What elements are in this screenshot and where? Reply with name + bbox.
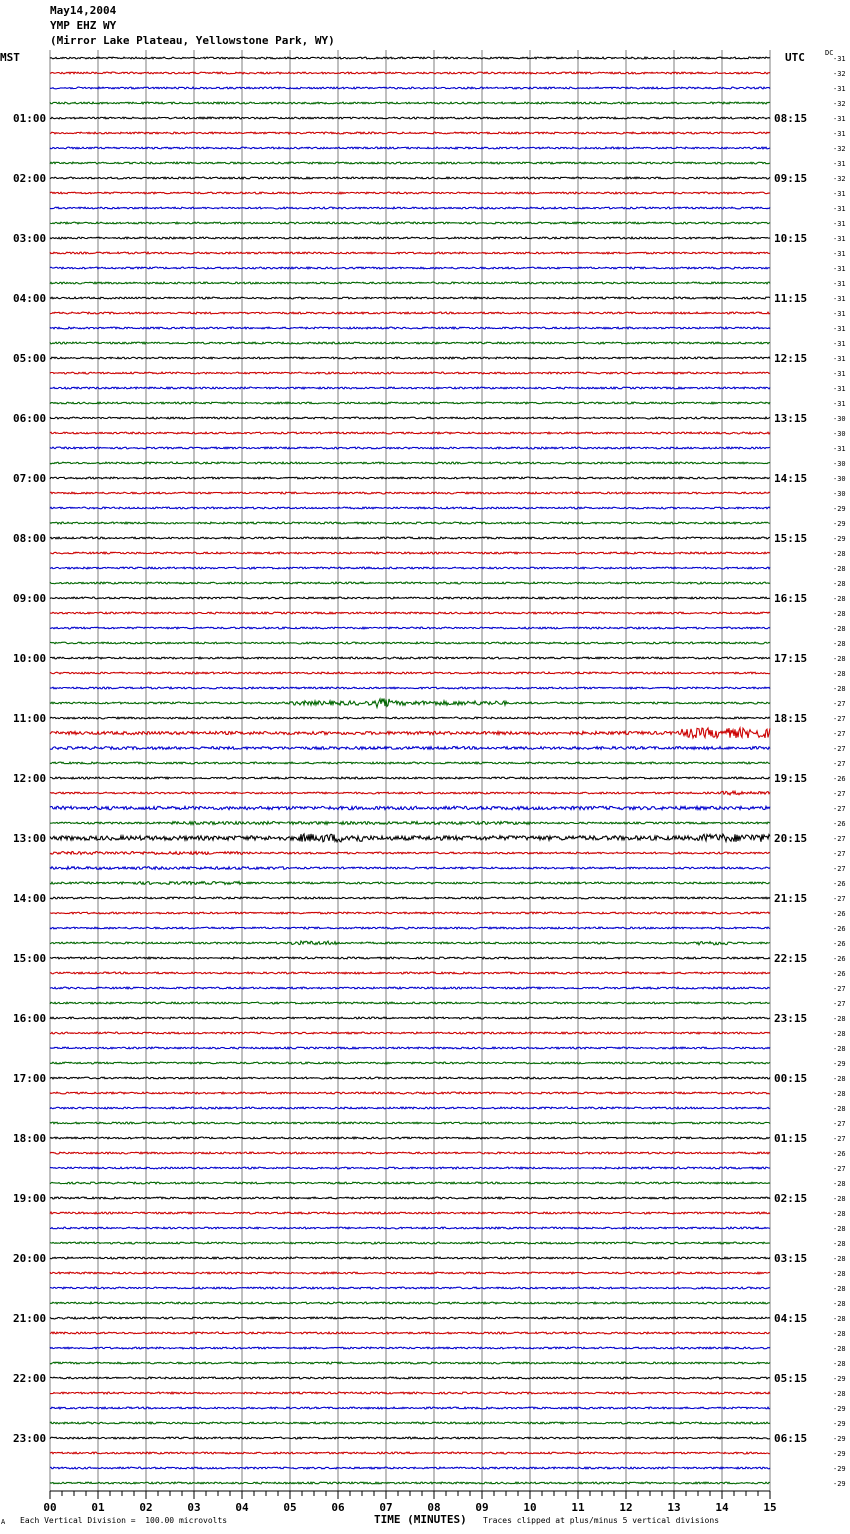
trace-0: [50, 57, 770, 59]
dc-offset-13: -31: [833, 250, 846, 258]
trace-46: [50, 747, 770, 750]
trace-82: [50, 1287, 770, 1289]
trace-9: [50, 192, 770, 194]
trace-1: [50, 72, 770, 74]
dc-offset-37: -28: [833, 610, 846, 618]
dc-offset-60: -26: [833, 955, 846, 963]
right-hour-label-4: 12:15: [774, 352, 808, 365]
left-hour-label-8: 09:00: [13, 592, 47, 605]
trace-72: [50, 1137, 770, 1139]
dc-offset-91: -29: [833, 1420, 846, 1428]
trace-33: [50, 552, 770, 554]
dc-offset-5: -31: [833, 130, 846, 138]
trace-25: [50, 432, 770, 434]
trace-6: [50, 147, 770, 149]
trace-50: [50, 806, 770, 809]
x-tick-label-13: 13: [667, 1501, 681, 1514]
trace-36: [50, 597, 770, 599]
dc-offset-2: -31: [833, 85, 846, 93]
trace-74: [50, 1167, 770, 1169]
x-tick-label-9: 09: [475, 1501, 489, 1514]
trace-39: [50, 642, 770, 644]
left-hour-label-22: 23:00: [13, 1432, 47, 1445]
left-hour-label-19: 20:00: [13, 1252, 47, 1265]
right-hour-label-10: 18:15: [774, 712, 808, 725]
x-tick-label-10: 10: [523, 1501, 537, 1514]
dc-offset-4: -31: [833, 115, 846, 123]
dc-offset-88: -29: [833, 1375, 846, 1383]
right-hour-label-18: 02:15: [774, 1192, 808, 1205]
trace-92: [50, 1437, 770, 1439]
trace-34: [50, 567, 770, 569]
trace-44: [50, 717, 770, 719]
right-hour-label-20: 04:15: [774, 1312, 808, 1325]
trace-42: [50, 687, 770, 689]
trace-62: [50, 987, 770, 989]
trace-48: [50, 777, 770, 779]
dc-offset-26: -31: [833, 445, 846, 453]
dc-offset-75: -28: [833, 1180, 846, 1188]
trace-45: [50, 728, 770, 738]
dc-offset-76: -28: [833, 1195, 846, 1203]
trace-77: [50, 1212, 770, 1214]
dc-offset-7: -31: [833, 160, 846, 168]
dc-offset-53: -27: [833, 850, 846, 858]
dc-offset-25: -30: [833, 430, 846, 438]
trace-70: [50, 1107, 770, 1109]
trace-8: [50, 177, 770, 179]
clip-note: Traces clipped at plus/minus 5 vertical divisions: [483, 1516, 720, 1525]
x-tick-label-1: 01: [91, 1501, 105, 1514]
trace-41: [50, 672, 770, 674]
trace-47: [50, 762, 770, 764]
trace-64: [50, 1017, 770, 1019]
trace-24: [50, 417, 770, 419]
dc-offset-28: -30: [833, 475, 846, 483]
dc-offset-85: -28: [833, 1330, 846, 1338]
dc-offset-68: -28: [833, 1075, 846, 1083]
trace-80: [50, 1257, 770, 1259]
trace-61: [50, 972, 770, 974]
right-hour-label-22: 06:15: [774, 1432, 808, 1445]
dc-offset-57: -26: [833, 910, 846, 918]
right-hour-label-2: 10:15: [774, 232, 808, 245]
dc-offset-78: -28: [833, 1225, 846, 1233]
trace-86: [50, 1347, 770, 1349]
dc-offset-71: -27: [833, 1120, 846, 1128]
trace-19: [50, 342, 770, 344]
left-hour-label-12: 13:00: [13, 832, 47, 845]
dc-offset-58: -26: [833, 925, 846, 933]
left-hour-label-16: 17:00: [13, 1072, 47, 1085]
dc-offset-67: -29: [833, 1060, 846, 1068]
left-hour-label-15: 16:00: [13, 1012, 47, 1025]
trace-87: [50, 1362, 770, 1364]
left-hour-label-2: 03:00: [13, 232, 47, 245]
dc-offset-32: -29: [833, 535, 846, 543]
trace-81: [50, 1272, 770, 1274]
dc-offset-47: -27: [833, 760, 846, 768]
dc-offset-70: -28: [833, 1105, 846, 1113]
right-hour-label-16: 00:15: [774, 1072, 808, 1085]
dc-offset-94: -29: [833, 1465, 846, 1473]
dc-offset-93: -29: [833, 1450, 846, 1458]
trace-14: [50, 267, 770, 269]
trace-88: [50, 1377, 770, 1379]
dc-offset-45: -27: [833, 730, 846, 738]
dc-offset-73: -26: [833, 1150, 846, 1158]
dc-offset-79: -28: [833, 1240, 846, 1248]
trace-16: [50, 297, 770, 299]
right-axis-title: UTC: [785, 51, 805, 64]
left-hour-label-14: 15:00: [13, 952, 47, 965]
left-hour-label-10: 11:00: [13, 712, 47, 725]
trace-54: [50, 867, 770, 870]
trace-65: [50, 1032, 770, 1034]
x-tick-label-15: 15: [763, 1501, 777, 1514]
trace-95: [50, 1482, 770, 1484]
left-hour-label-11: 12:00: [13, 772, 47, 785]
dc-offset-21: -31: [833, 370, 846, 378]
trace-89: [50, 1392, 770, 1394]
trace-71: [50, 1122, 770, 1124]
dc-offset-42: -28: [833, 685, 846, 693]
trace-60: [50, 957, 770, 959]
dc-offset-9: -31: [833, 190, 846, 198]
dc-offset-16: -31: [833, 295, 846, 303]
dc-offset-8: -32: [833, 175, 846, 183]
trace-23: [50, 402, 770, 404]
trace-91: [50, 1422, 770, 1424]
dc-offset-54: -27: [833, 865, 846, 873]
dc-offset-83: -28: [833, 1300, 846, 1308]
dc-offset-18: -31: [833, 325, 846, 333]
trace-21: [50, 372, 770, 374]
trace-59: [50, 941, 770, 945]
right-hour-label-14: 22:15: [774, 952, 808, 965]
trace-63: [50, 1002, 770, 1004]
dc-offset-74: -27: [833, 1165, 846, 1173]
left-hour-label-9: 10:00: [13, 652, 47, 665]
x-tick-label-11: 11: [571, 1501, 585, 1514]
x-tick-label-7: 07: [379, 1501, 393, 1514]
right-hour-label-9: 17:15: [774, 652, 808, 665]
dc-offset-17: -31: [833, 310, 846, 318]
trace-7: [50, 162, 770, 164]
trace-5: [50, 132, 770, 134]
dc-offset-62: -27: [833, 985, 846, 993]
trace-93: [50, 1452, 770, 1454]
x-axis-label: TIME (MINUTES): [374, 1513, 467, 1526]
dc-offset-11: -31: [833, 220, 846, 228]
trace-13: [50, 252, 770, 254]
dc-offset-49: -27: [833, 790, 846, 798]
trace-2: [50, 87, 770, 89]
location-title: (Mirror Lake Plateau, Yellowstone Park, WY): [50, 34, 335, 47]
trace-20: [50, 357, 770, 359]
dc-offset-63: -27: [833, 1000, 846, 1008]
right-hour-label-11: 19:15: [774, 772, 808, 785]
right-hour-label-7: 15:15: [774, 532, 808, 545]
dc-offset-87: -28: [833, 1360, 846, 1368]
x-tick-label-8: 08: [427, 1501, 441, 1514]
scale-note: Each Vertical Division = 100.00 microvolts: [20, 1516, 228, 1525]
dc-offset-92: -29: [833, 1435, 846, 1443]
right-hour-label-12: 20:15: [774, 832, 808, 845]
x-tick-label-6: 06: [331, 1501, 345, 1514]
dc-offset-77: -28: [833, 1210, 846, 1218]
dc-offset-81: -28: [833, 1270, 846, 1278]
dc-offset-35: -28: [833, 580, 846, 588]
dc-offset-6: -32: [833, 145, 846, 153]
trace-94: [50, 1467, 770, 1469]
trace-84: [50, 1317, 770, 1319]
dc-offset-69: -28: [833, 1090, 846, 1098]
trace-11: [50, 222, 770, 224]
trace-27: [50, 462, 770, 464]
dc-offset-15: -31: [833, 280, 846, 288]
x-axis: [43, 1491, 776, 1514]
trace-69: [50, 1092, 770, 1094]
x-tick-label-0: 00: [43, 1501, 57, 1514]
trace-66: [50, 1047, 770, 1049]
footer-mark: A: [1, 1518, 6, 1526]
left-hour-label-0: 01:00: [13, 112, 47, 125]
dc-offset-27: -30: [833, 460, 846, 468]
trace-18: [50, 327, 770, 329]
dc-offset-50: -27: [833, 805, 846, 813]
trace-22: [50, 387, 770, 389]
dc-offset-51: -26: [833, 820, 846, 828]
left-hour-label-3: 04:00: [13, 292, 47, 305]
dc-offset-64: -28: [833, 1015, 846, 1023]
dc-offset-46: -27: [833, 745, 846, 753]
trace-55: [50, 882, 770, 885]
left-hour-label-7: 08:00: [13, 532, 47, 545]
dc-offset-52: -27: [833, 835, 846, 843]
trace-31: [50, 522, 770, 524]
dc-offset-95: -29: [833, 1480, 846, 1488]
dc-offset-36: -28: [833, 595, 846, 603]
trace-3: [50, 102, 770, 104]
right-hour-label-8: 16:15: [774, 592, 808, 605]
trace-15: [50, 282, 770, 284]
trace-17: [50, 312, 770, 314]
trace-49: [50, 791, 770, 795]
dc-offset-20: -31: [833, 355, 846, 363]
left-hour-label-6: 07:00: [13, 472, 47, 485]
right-hour-label-15: 23:15: [774, 1012, 808, 1025]
dc-offset-0: -31: [833, 55, 846, 63]
trace-58: [50, 927, 770, 929]
trace-37: [50, 612, 770, 614]
left-axis-title: MST: [0, 51, 20, 64]
trace-75: [50, 1182, 770, 1184]
dc-offset-39: -28: [833, 640, 846, 648]
dc-offset-38: -28: [833, 625, 846, 633]
dc-offset-82: -28: [833, 1285, 846, 1293]
dc-offset-59: -26: [833, 940, 846, 948]
dc-offset-44: -27: [833, 715, 846, 723]
trace-51: [50, 822, 770, 825]
right-hour-label-6: 14:15: [774, 472, 808, 485]
left-hour-label-4: 05:00: [13, 352, 47, 365]
trace-35: [50, 582, 770, 584]
dc-offset-24: -30: [833, 415, 846, 423]
trace-12: [50, 237, 770, 239]
grid-lines: [50, 50, 770, 1491]
dc-offset-41: -28: [833, 670, 846, 678]
trace-32: [50, 537, 770, 539]
dc-offset-30: -29: [833, 505, 846, 513]
right-hour-label-17: 01:15: [774, 1132, 808, 1145]
trace-83: [50, 1302, 770, 1304]
trace-79: [50, 1242, 770, 1244]
dc-offset-61: -26: [833, 970, 846, 978]
dc-offset-33: -28: [833, 550, 846, 558]
dc-offset-29: -30: [833, 490, 846, 498]
left-hour-label-21: 22:00: [13, 1372, 47, 1385]
dc-offset-89: -28: [833, 1390, 846, 1398]
left-hour-label-1: 02:00: [13, 172, 47, 185]
dc-label: DC: [825, 49, 834, 57]
right-hour-label-3: 11:15: [774, 292, 808, 305]
right-hour-label-1: 09:15: [774, 172, 808, 185]
trace-90: [50, 1407, 770, 1409]
x-tick-label-12: 12: [619, 1501, 633, 1514]
dc-offset-1: -32: [833, 70, 846, 78]
trace-30: [50, 507, 770, 509]
trace-85: [50, 1332, 770, 1334]
x-tick-label-2: 02: [139, 1501, 153, 1514]
dc-offset-10: -31: [833, 205, 846, 213]
right-hour-label-21: 05:15: [774, 1372, 808, 1385]
right-hour-label-19: 03:15: [774, 1252, 808, 1265]
dc-offset-34: -28: [833, 565, 846, 573]
left-hour-label-20: 21:00: [13, 1312, 47, 1325]
trace-29: [50, 492, 770, 494]
trace-73: [50, 1152, 770, 1154]
dc-offset-12: -31: [833, 235, 846, 243]
x-tick-label-4: 04: [235, 1501, 249, 1514]
trace-4: [50, 117, 770, 119]
dc-offset-72: -27: [833, 1135, 846, 1143]
dc-offset-14: -31: [833, 265, 846, 273]
dc-offset-48: -26: [833, 775, 846, 783]
dc-offset-23: -31: [833, 400, 846, 408]
x-tick-label-5: 05: [283, 1501, 297, 1514]
trace-43: [50, 699, 770, 708]
dc-offset-31: -29: [833, 520, 846, 528]
dc-offset-66: -28: [833, 1045, 846, 1053]
left-hour-label-17: 18:00: [13, 1132, 47, 1145]
dc-offset-43: -27: [833, 700, 846, 708]
dc-offset-19: -31: [833, 340, 846, 348]
dc-offset-86: -28: [833, 1345, 846, 1353]
date-title: May14,2004: [50, 4, 117, 17]
trace-68: [50, 1077, 770, 1079]
x-tick-label-3: 03: [187, 1501, 201, 1514]
left-hour-label-18: 19:00: [13, 1192, 47, 1205]
dc-offset-22: -31: [833, 385, 846, 393]
left-hour-label-5: 06:00: [13, 412, 47, 425]
right-hour-label-5: 13:15: [774, 412, 808, 425]
right-hour-label-13: 21:15: [774, 892, 808, 905]
dc-offset-55: -26: [833, 880, 846, 888]
trace-10: [50, 207, 770, 209]
trace-52: [50, 834, 770, 842]
trace-26: [50, 447, 770, 449]
trace-53: [50, 852, 770, 855]
dc-offset-65: -28: [833, 1030, 846, 1038]
trace-40: [50, 657, 770, 659]
dc-offset-40: -28: [833, 655, 846, 663]
dc-offset-3: -32: [833, 100, 846, 108]
trace-38: [50, 627, 770, 629]
trace-78: [50, 1227, 770, 1229]
dc-offset-90: -29: [833, 1405, 846, 1413]
station-title: YMP EHZ WY: [50, 19, 117, 32]
x-tick-label-14: 14: [715, 1501, 729, 1514]
trace-76: [50, 1197, 770, 1199]
trace-28: [50, 477, 770, 479]
seismic-traces: [50, 57, 770, 1484]
trace-57: [50, 912, 770, 914]
right-hour-label-0: 08:15: [774, 112, 808, 125]
left-hour-label-13: 14:00: [13, 892, 47, 905]
trace-56: [50, 897, 770, 899]
trace-67: [50, 1062, 770, 1064]
dc-offset-80: -28: [833, 1255, 846, 1263]
dc-offset-56: -27: [833, 895, 846, 903]
dc-offset-84: -28: [833, 1315, 846, 1323]
